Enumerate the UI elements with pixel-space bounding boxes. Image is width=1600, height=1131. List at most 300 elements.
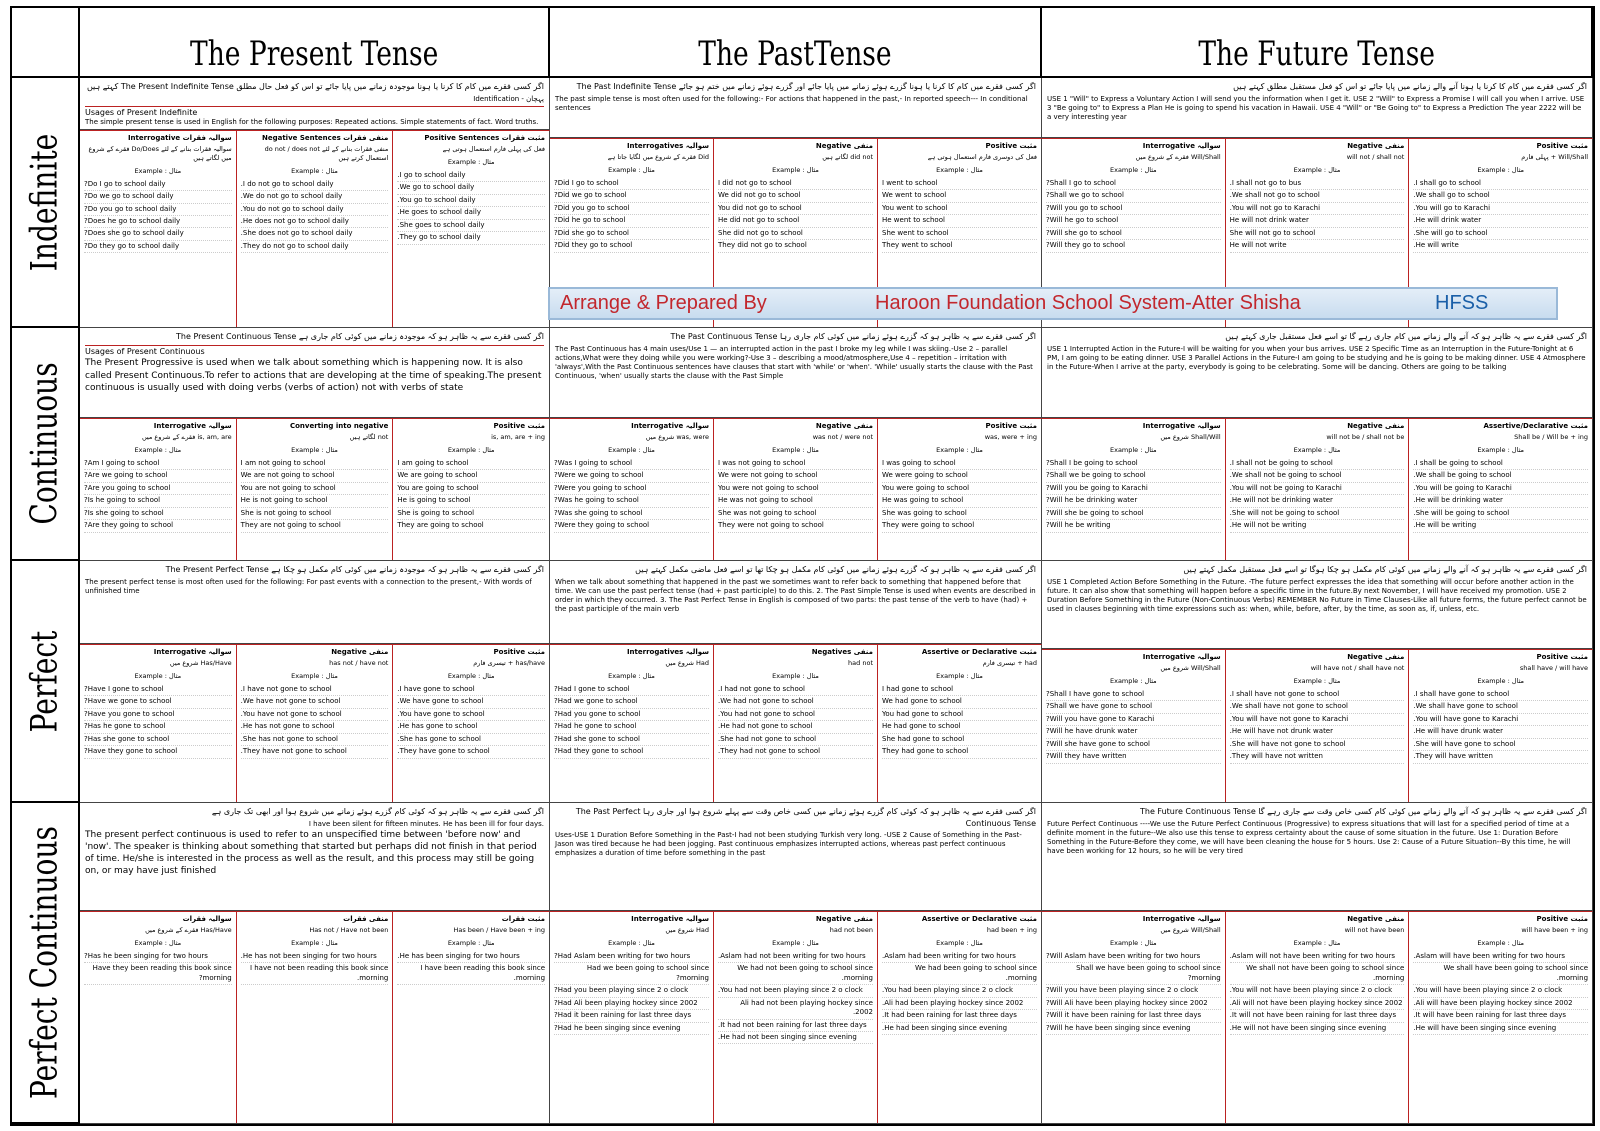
grid-columns	[80, 419, 549, 560]
example-sentence: He is not going to school	[241, 495, 389, 507]
positive-column	[1409, 650, 1592, 802]
column-rule: not لگاتے ہیں	[349, 433, 389, 442]
column-heading: Interrogative سوالیہ	[631, 422, 709, 430]
example-sentence: He will have been singing since evening.	[1413, 1023, 1588, 1035]
example-sentence: I shall not be going to school.	[1230, 458, 1405, 470]
example-sentence: We had been going to school since morning.	[882, 963, 1037, 985]
tense-header-text: The Future Tense	[1198, 34, 1435, 74]
tense-header-past	[550, 8, 1042, 78]
example-sentence: They were not going to school	[718, 520, 873, 532]
column-rule: had been + ing	[986, 926, 1037, 935]
urdu-definition: اگر کسی فقرے میں کام کا کرنا یا ہونا آنے والے زمانے میں پایا جائے تو اس کو فعل مستقبل مطلق کہتے ہیں	[1233, 82, 1587, 91]
example-sentence: Will he be drinking water?	[1046, 495, 1221, 507]
example-list	[84, 179, 232, 254]
example-sentence: Have they been reading this book since morning?	[84, 963, 232, 985]
example-sentence: Had they gone to school?	[554, 746, 709, 758]
example-sentence: They are going to school	[397, 520, 545, 532]
example-sentence: We have not gone to school.	[241, 696, 389, 708]
example-list	[1046, 178, 1221, 253]
example-heading: Example : مثال	[608, 166, 655, 175]
example-sentence: Will they have written?	[1046, 751, 1221, 763]
example-sentence: Will you have gone to Karachi?	[1046, 714, 1221, 726]
example-sentence: He will not be drinking water.	[1230, 495, 1405, 507]
description-future_indef	[1042, 78, 1593, 138]
column-rule: Had شروع میں	[665, 926, 709, 935]
column-heading: Interrogatives سوالیہ	[626, 648, 709, 656]
column-rule: has not / have not	[329, 659, 389, 668]
example-sentence: Were they going to school?	[554, 520, 709, 532]
column-heading: Positive مثبت	[1536, 915, 1589, 923]
example-sentence: Had he been singing since evening?	[554, 1023, 709, 1035]
negative-column	[714, 645, 878, 802]
example-sentence: We shall be going to school.	[1413, 470, 1588, 482]
column-heading: Negative منفی	[1347, 653, 1405, 661]
english-usage-text: When we talk about something that happened in the past we sometimes want to refer back to something that happened before that time. We can use the past perfect tense (had + past participle) to do this. 2. The Past Simple Tense is used when events are described in order in which they occurred. 3. The Past Perfect Tense in English is composed of two parts: the past tense of the verb to have (had) + the past participle of the main verb	[555, 577, 1036, 613]
example-sentence: He went to school	[882, 215, 1037, 227]
description-present_indef	[80, 78, 550, 130]
column-rule: منفی فقرات بنانے کے لئے do not / does not استعمال کرتے ہیں	[264, 145, 389, 163]
column-heading: Negative منفی	[815, 142, 873, 150]
column-heading: Assertive or Declarative مثبت	[921, 915, 1037, 923]
example-sentence: You will not go to Karachi.	[1230, 203, 1405, 215]
banner-abbreviation: HFSS	[1435, 292, 1489, 314]
column-rule: has/have + تیسری فارم	[473, 659, 546, 668]
english-usage-text: USE 1 Interrupted Action in the Future-I will be waiting for you when your bus arrives. USE 2 Specific Time as an Interruption in the Future-Tonight at 6 PM, I am going to be eating dinner. USE 3 Parallel Actions in the Future-I am going to be studying and he is going to be making dinner. USE 4 Atmosphere in the Future-When I arrive at the party, everybody is going to be celebrating. Some will be dancing. Others are going to be talking	[1047, 344, 1586, 371]
row-label-pc	[12, 803, 80, 1124]
example-sentence: She will be going to school.	[1413, 508, 1588, 520]
urdu-definition: اگر کسی فقرے سے یہ ظاہر ہو کہ کوئی کام گزرے ہوئے زمانے میں کسی خاص وقت سے پہلے شروع ہوا اور جاری رہا The Past Perfect Continuous Tense	[575, 807, 1036, 828]
example-sentence: We had not gone to school.	[718, 696, 873, 708]
grid-future_cont	[1042, 418, 1593, 561]
column-heading: Assertive/Declarative مثبت	[1483, 422, 1589, 430]
example-sentence: Had we gone to school?	[554, 696, 709, 708]
example-list	[241, 458, 389, 533]
grid-columns	[80, 912, 549, 1123]
description-past_cont	[550, 328, 1042, 418]
example-sentence: Is he going to school?	[84, 495, 232, 507]
example-sentence: Will Ali have been playing hockey since 2002?	[1046, 998, 1221, 1010]
example-sentence: He will write.	[1413, 240, 1588, 252]
example-sentence: He is going to school	[397, 495, 545, 507]
row-label-text: Indefinite	[24, 133, 66, 271]
example-sentence: He had not been singing since evening.	[718, 1032, 873, 1044]
example-list	[1413, 458, 1588, 533]
example-sentence: You had been playing since 2 o clock.	[882, 985, 1037, 997]
example-heading: Example : مثال	[936, 166, 983, 175]
example-heading: Example : مثال	[772, 672, 819, 681]
example-heading: Example : مثال	[447, 158, 495, 167]
urdu-definition: اگر کسی فقرے سے یہ ظاہر ہو کہ آنے والے زمانے میں کام جاری رہے گا تو اسے فعل مستقبل جاری کہتے ہیں	[1225, 332, 1587, 341]
column-heading: Positive مثبت	[985, 142, 1037, 150]
example-sentence: We had not been going to school since morning.	[718, 963, 873, 985]
example-sentence: I shall go to school.	[1413, 178, 1588, 190]
example-sentence: I had not gone to school.	[718, 684, 873, 696]
example-heading: Example : مثال	[1293, 939, 1341, 948]
negative-column	[714, 912, 878, 1123]
column-heading: منفی فقرات	[343, 915, 389, 923]
example-sentence: We shall not have been going to school since morning.	[1230, 963, 1405, 985]
english-usage-text: The Present Progressive is used when we talk about something which is happening now. It is also called Present Continuous.To refer to actions that are developing at the time of speaking.The present continuous is usually used with doing verbs (verbs of action) not with verbs of state	[85, 358, 542, 393]
example-sentence: You were going to school	[882, 483, 1037, 495]
example-list	[1413, 689, 1588, 764]
example-heading: Example : مثال	[608, 939, 655, 948]
example-sentence: They go to school daily.	[397, 232, 545, 244]
row-label-text: Perfect	[24, 630, 66, 732]
example-sentence: Had you been playing since 2 o clock?	[554, 985, 709, 997]
example-heading: Example : مثال	[447, 939, 495, 948]
description-future_cont	[1042, 328, 1593, 418]
example-sentence: Had Aslam been writing for two hours?	[554, 951, 709, 963]
english-usage-text: Uses-USE 1 Duration Before Something in the Past-I had not been studying Turkish very long. -USE 2 Cause of Something in the Past-Jason was tired because he had been jogging. Past continuous emphasizes interrupted actions, whereas past perfect continuous emphasizes a duration of time before something in the past	[555, 831, 1022, 858]
grid-present_perf	[80, 644, 550, 803]
example-line: I have been silent for fifteen minutes. He has been ill for four days.	[308, 819, 544, 828]
identification-label: Identification - پہچان	[473, 94, 544, 103]
example-sentence: We go to school daily.	[397, 182, 545, 194]
example-sentence: They had not gone to school.	[718, 746, 873, 758]
interrogative-column	[1042, 912, 1226, 1123]
column-rule: did not لگاتے ہیں	[822, 153, 873, 162]
example-heading: Example : مثال	[1109, 446, 1157, 455]
example-sentence: Shall we have gone to school?	[1046, 701, 1221, 713]
column-heading: Interrogative سوالیہ	[1142, 915, 1221, 923]
english-usage-text: The present perfect tense is most often used for the following: For past events with a connection to the present,- With words of unfinished time	[85, 577, 532, 595]
negative-column	[237, 131, 394, 327]
column-rule: Shall be / Will be + ing	[1514, 433, 1589, 442]
example-sentence: You are going to school	[397, 483, 545, 495]
column-heading: سوالیہ فقرات	[182, 915, 232, 923]
column-heading: Interrogative سوالیہ	[1142, 142, 1221, 150]
example-heading: Example : مثال	[772, 166, 819, 175]
example-sentence: I was going to school	[882, 458, 1037, 470]
example-sentence: He will not have been singing since evening.	[1230, 1023, 1405, 1035]
usage-heading: Usages of Present Continuous	[85, 345, 544, 358]
example-sentence: Aslam had been writing for two hours.	[882, 951, 1037, 963]
column-heading: Interrogative سوالیہ فقرات	[127, 134, 232, 142]
example-sentence: He had gone to school	[882, 721, 1037, 733]
example-sentence: I have not been reading this book since morning.	[241, 963, 389, 985]
example-sentence: I go to school daily.	[397, 170, 545, 182]
example-sentence: Has he gone to school?	[84, 721, 232, 733]
example-sentence: She did not go to school	[718, 228, 873, 240]
example-list	[554, 178, 709, 253]
column-heading: Negative منفی	[331, 648, 389, 656]
example-heading: Example : مثال	[772, 446, 819, 455]
negative-column	[1226, 419, 1410, 560]
example-list	[1413, 178, 1588, 253]
example-list	[1230, 178, 1405, 253]
urdu-definition: اگر کسی فقرے سے یہ ظاہر ہو کہ موجودہ زمانے میں کوئی کام جاری ہے The Present Continuous Tense	[176, 332, 544, 341]
example-sentence: Had we been going to school since morning?	[554, 963, 709, 985]
example-sentence: Do you go to school daily?	[84, 204, 232, 216]
example-sentence: Will he have been singing since evening?	[1046, 1023, 1221, 1035]
english-usage-text: USE 1 "Will" to Express a Voluntary Action I will send you the information when I get it. USE 2 "Will" to Express a Promise I will call you when I arrive. USE 3 "Be going to" to Express a Plan He is going to spend his vacation in Hawaii. USE 4 "Will" or "Be Going to" to Express a Prediction The year 2222 will be a very interesting year	[1047, 94, 1585, 121]
grid-future_pc	[1042, 911, 1593, 1124]
example-list	[718, 458, 873, 533]
negative-column	[1226, 650, 1410, 802]
example-sentence: It had been raining for last three days.	[882, 1010, 1037, 1022]
example-sentence: He has gone to school.	[397, 721, 545, 733]
example-sentence: Ali had not been playing hockey since 2002.	[718, 998, 873, 1020]
example-heading: Example : مثال	[1477, 166, 1525, 175]
example-sentence: Shall we have been going to school since morning?	[1046, 963, 1221, 985]
example-sentence: It had not been raining for last three days.	[718, 1020, 873, 1032]
example-sentence: She does not go to school daily.	[241, 228, 389, 240]
column-rule: will have been + ing	[1521, 926, 1589, 935]
example-sentence: They do not go to school daily.	[241, 241, 389, 253]
grid-past_pc	[550, 911, 1042, 1124]
example-sentence: He will be writing.	[1413, 520, 1588, 532]
example-sentence: Has she gone to school?	[84, 734, 232, 746]
description-past_indef	[550, 78, 1042, 138]
example-list	[1046, 689, 1221, 764]
example-sentence: Will he have drunk water?	[1046, 726, 1221, 738]
example-sentence: Was he going to school?	[554, 495, 709, 507]
positive-column	[878, 419, 1041, 560]
example-sentence: They had gone to school	[882, 746, 1037, 758]
urdu-definition: اگر کسی فقرے میں کام کا کرنا یا ہونا موجودہ زمانے میں پایا جائے تو اس کو فعل حال مطلق The Present Indefinite Tense کہتے ہیں	[86, 82, 544, 91]
positive-column	[393, 131, 549, 327]
example-sentence: Shall I have gone to school?	[1046, 689, 1221, 701]
example-sentence: You will not be going to Karachi.	[1230, 483, 1405, 495]
grid-past_perf	[550, 644, 1042, 803]
example-sentence: We are not going to school	[241, 470, 389, 482]
example-list	[1046, 951, 1221, 1035]
example-list	[554, 458, 709, 533]
example-sentence: They will have written.	[1413, 751, 1588, 763]
example-sentence: I am not going to school	[241, 458, 389, 470]
column-heading: Positive Sentences مثبت فقرات	[424, 134, 546, 142]
usage-heading: Usages of Present Indefinite	[85, 106, 544, 119]
example-sentence: Will you be going to Karachi?	[1046, 483, 1221, 495]
column-heading: Positive مثبت	[1536, 142, 1589, 150]
example-list	[397, 458, 545, 533]
example-sentence: She will not go to school	[1230, 228, 1405, 240]
example-list	[882, 178, 1037, 253]
column-rule: Has/Have شروع میں	[169, 659, 232, 668]
interrogative-column	[1042, 650, 1226, 802]
example-sentence: He will be drinking water.	[1413, 495, 1588, 507]
example-sentence: They were going to school	[882, 520, 1037, 532]
column-heading: Interrogative سوالیہ	[153, 422, 232, 430]
example-list	[554, 684, 709, 759]
example-sentence: Had she gone to school?	[554, 734, 709, 746]
example-heading: Example : مثال	[134, 939, 182, 948]
grid-past_cont	[550, 418, 1042, 561]
example-sentence: Ali will have been playing hockey since 2002.	[1413, 998, 1588, 1010]
example-heading: Example : مثال	[1109, 677, 1157, 686]
example-list	[718, 951, 873, 1045]
example-sentence: He had been singing since evening.	[882, 1023, 1037, 1035]
example-sentence: He did not go to school	[718, 215, 873, 227]
banner-school-name: Haroon Foundation School System-Atter Shisha	[875, 292, 1301, 314]
column-heading: Assertive or Declarative مثبت	[921, 648, 1037, 656]
column-rule: will not be / shall not be	[1326, 433, 1405, 442]
column-heading: Interrogative سوالیہ	[631, 915, 709, 923]
example-sentence: He does not go to school daily.	[241, 216, 389, 228]
example-heading: Example : مثال	[936, 446, 983, 455]
example-sentence: We shall have been going to school since morning.	[1413, 963, 1588, 985]
example-sentence: We shall have gone to school.	[1413, 701, 1588, 713]
example-sentence: We shall have not gone to school.	[1230, 701, 1405, 713]
grid-columns	[1042, 419, 1592, 560]
example-sentence: It will not have been raining for last three days.	[1230, 1010, 1405, 1022]
interrogative-column	[80, 912, 237, 1123]
example-sentence: Were you going to school?	[554, 483, 709, 495]
tense-header-text: The Present Tense	[189, 34, 439, 74]
example-sentence: I have not gone to school.	[241, 684, 389, 696]
negative-column	[237, 419, 394, 560]
column-rule: will not have been	[1344, 926, 1405, 935]
column-heading: Negative Sentences منفی فقرات	[261, 134, 389, 142]
description-future_perf	[1042, 561, 1593, 649]
example-sentence: She has gone to school.	[397, 734, 545, 746]
example-sentence: I have been reading this book since morning.	[397, 963, 545, 985]
column-rule: was not / were not	[812, 433, 873, 442]
example-sentence: We are going to school	[397, 470, 545, 482]
negative-column	[237, 645, 394, 802]
example-heading: Example : مثال	[291, 166, 338, 175]
example-sentence: We were going to school	[882, 470, 1037, 482]
example-sentence: Shall we be going to school?	[1046, 470, 1221, 482]
grid-columns	[550, 645, 1041, 802]
english-usage-text: Future Perfect Continuous ----We use the Future Perfect Continuous (Progressive) to express situations that will last for a specified period of time at a definite moment in the future--We also use this tense to express certainty about the cause of some situation in the future. Use 1: Duration Before Something in the Future-Before they come, we will have been cleaning the house for 5 hours. Use 2: Cause of a Future Situation--By this time, he will have been working for 12 hours, so he will be very tired	[1047, 819, 1571, 855]
column-rule: Will/Shall شروع میں	[1160, 926, 1221, 935]
english-usage-text: The simple present tense is used in English for the following purposes: Repeated actions. Simple statements of fact. Word truths.	[85, 118, 539, 127]
example-sentence: You will go to Karachi.	[1413, 203, 1588, 215]
example-heading: Example : مثال	[134, 446, 182, 455]
example-sentence: You do not go to school daily.	[241, 204, 389, 216]
example-sentence: We shall not go to school.	[1230, 190, 1405, 202]
grid-columns	[80, 131, 549, 327]
example-sentence: I shall have gone to school.	[1413, 689, 1588, 701]
column-rule: Has been / Have been + ing	[453, 926, 546, 935]
example-heading: Example : مثال	[936, 939, 983, 948]
example-sentence: Have we gone to school?	[84, 696, 232, 708]
example-sentence: We had gone to school	[882, 696, 1037, 708]
example-heading: Example : مثال	[1477, 939, 1525, 948]
urdu-definition: اگر کسی فقرے سے یہ ظاہر ہو کہ آنے والے زمانے میں کوئی کام کسی خاص وقت سے جاری رہے گا The Future Continuous Tense	[1139, 807, 1587, 816]
example-heading: Example : مثال	[134, 166, 182, 175]
column-rule: is, am, are + ing	[491, 433, 546, 442]
example-sentence: They will have not written.	[1230, 751, 1405, 763]
example-sentence: You will not have been playing since 2 o clock.	[1230, 985, 1405, 997]
example-sentence: He has been singing for two hours.	[397, 951, 545, 963]
example-sentence: I shall not go to bus.	[1230, 178, 1405, 190]
example-list	[1230, 458, 1405, 533]
example-sentence: You had gone to school	[882, 709, 1037, 721]
example-sentence: Have they gone to school?	[84, 746, 232, 758]
tense-header-present	[80, 8, 550, 78]
example-sentence: You will be going to Karachi.	[1413, 483, 1588, 495]
column-heading: Negatives منفی	[811, 648, 873, 656]
interrogative-column	[80, 645, 237, 802]
grid-present_pc	[80, 911, 550, 1124]
example-heading: Example : مثال	[1293, 446, 1341, 455]
example-sentence: She was going to school	[882, 508, 1037, 520]
example-sentence: Did she go to school?	[554, 228, 709, 240]
example-list	[882, 951, 1037, 1035]
description-past_perf	[550, 561, 1042, 644]
example-sentence: Will she have gone to school?	[1046, 739, 1221, 751]
example-sentence: You will have not gone to Karachi.	[1230, 714, 1405, 726]
example-heading: Example : مثال	[447, 672, 495, 681]
example-sentence: Did they go to school?	[554, 240, 709, 252]
column-heading: Interrogative سوالیہ	[1142, 653, 1221, 661]
column-rule: will not / shall not	[1346, 153, 1405, 162]
column-heading: Converting into negative	[289, 422, 389, 430]
column-heading: Positive مثبت	[493, 648, 546, 656]
example-sentence: He will not drink water	[1230, 215, 1405, 227]
description-future_pc	[1042, 803, 1593, 911]
example-sentence: You are not going to school	[241, 483, 389, 495]
column-heading: Positive مثبت	[985, 422, 1037, 430]
example-sentence: Aslam will have been writing for two hours.	[1413, 951, 1588, 963]
example-sentence: Had it been raining for last three days?	[554, 1010, 709, 1022]
example-sentence: I do not go to school daily.	[241, 179, 389, 191]
positive-column	[393, 419, 549, 560]
example-sentence: Aslam will not have been writing for two hours.	[1230, 951, 1405, 963]
english-usage-text: The Past Continuous has 4 main uses/Use 1 — an interrupted action in the past I broke my leg while I was skiing.-Use 2 – parallel actions,What were they doing while you were working?-Use 3 – describing a mood/atmosphere,Use 4 – repetition – irritation with 'always',With the Past Continuous sentences have clauses that start with 'while' or 'when'. 'While' usually starts the clause with the Past Continuous, 'when' usually starts the clause with the Past Simple	[555, 344, 1033, 380]
example-sentence: You go to school daily.	[397, 195, 545, 207]
example-sentence: He goes to school daily.	[397, 207, 545, 219]
example-sentence: She will not be going to school.	[1230, 508, 1405, 520]
column-heading: Positive مثبت	[493, 422, 546, 430]
example-sentence: We do not go to school daily.	[241, 191, 389, 203]
example-sentence: She had not gone to school.	[718, 734, 873, 746]
column-rule: will have not / shall have not	[1310, 664, 1405, 673]
negative-column	[714, 419, 878, 560]
example-sentence: They did not go to school	[718, 240, 873, 252]
banner-prepared-by: Arrange & Prepared By	[560, 292, 767, 314]
example-heading: Example : مثال	[291, 446, 338, 455]
example-sentence: Did I go to school?	[554, 178, 709, 190]
example-sentence: I am going to school	[397, 458, 545, 470]
example-sentence: Shall I be going to school?	[1046, 458, 1221, 470]
example-heading: Example : مثال	[1477, 677, 1525, 686]
positive-column	[1409, 419, 1592, 560]
example-sentence: You did not go to school	[718, 203, 873, 215]
example-list	[397, 951, 545, 985]
grid-future_perf	[1042, 649, 1593, 803]
english-usage-text: The past simple tense is most often used for the following:- For actions that happened in the past,- In reported speech--- In conditional sentences	[555, 94, 1028, 112]
example-sentence: Am I going to school?	[84, 458, 232, 470]
example-list	[1230, 951, 1405, 1035]
interrogative-column	[550, 912, 714, 1123]
grid-present_cont	[80, 418, 550, 561]
column-heading: Negative منفی	[1347, 915, 1405, 923]
example-sentence: Do they go to school daily?	[84, 241, 232, 253]
example-heading: Example : مثال	[1109, 939, 1157, 948]
interrogative-column	[1042, 419, 1226, 560]
example-heading: Example : مثال	[447, 446, 495, 455]
column-rule: فعل کی دوسری فارم استعمال ہوتی ہے	[927, 153, 1037, 162]
example-sentence: Have you gone to school?	[84, 709, 232, 721]
example-sentence: I was not going to school	[718, 458, 873, 470]
example-list	[718, 178, 873, 253]
example-sentence: He will drink water.	[1413, 215, 1588, 227]
example-sentence: He had not gone to school.	[718, 721, 873, 733]
column-heading: Negative منفی	[1347, 422, 1405, 430]
example-heading: Example : مثال	[1109, 166, 1157, 175]
example-sentence: We shall not be going to school.	[1230, 470, 1405, 482]
example-sentence: Has he been singing for two hours?	[84, 951, 232, 963]
example-sentence: Will she go to school?	[1046, 228, 1221, 240]
positive-column	[393, 912, 549, 1123]
example-sentence: You had not gone to school.	[718, 709, 873, 721]
row-label-perf	[12, 561, 80, 803]
example-sentence: Have I gone to school?	[84, 684, 232, 696]
grid-present_indef	[80, 130, 550, 328]
